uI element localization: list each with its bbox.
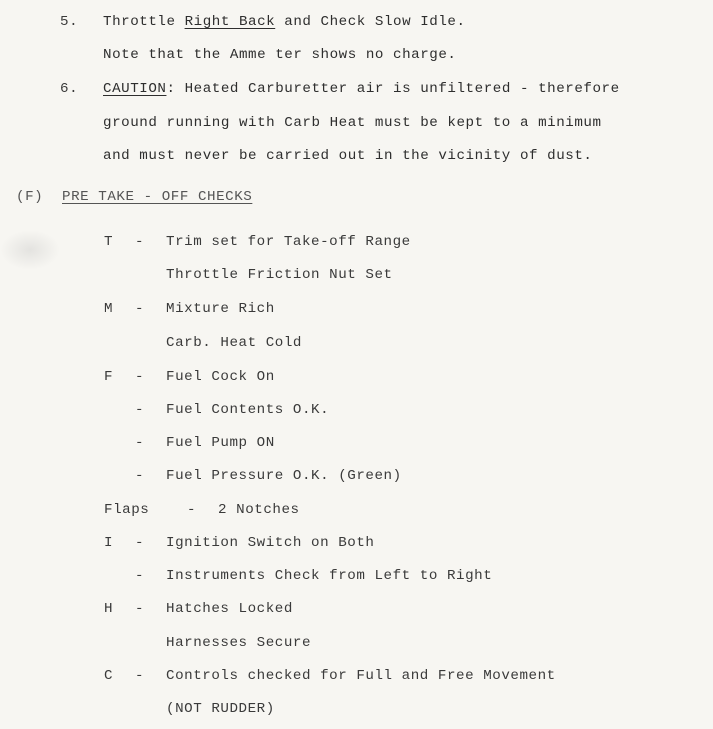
item5-line2: Note that the Amme ter shows no charge. [103,47,457,63]
checklist-letter-h: H [104,601,114,617]
item6-number: 6. [60,81,79,97]
checklist-item-text: (NOT RUDDER) [166,701,275,717]
item5-line1-post: and Check Slow Idle. [275,14,466,30]
item6-line1-post: : Heated Carburetter air is unfiltered - therefore [166,81,620,97]
checklist-dash: - [135,568,145,584]
item6-line3: and must never be carried out in the vicinity of dust. [103,148,593,164]
checklist-letter-i: I [104,535,114,551]
checklist-item-text: Fuel Cock On [166,369,275,385]
checklist-item-text: Mixture Rich [166,301,275,317]
checklist-item-text: Controls checked for Full and Free Movement [166,668,556,684]
checklist-dash: - [135,535,145,551]
checklist-letter-t: T [104,234,114,250]
checklist-dash: - [135,601,145,617]
checklist-dash: - [135,468,145,484]
checklist-item-text: Ignition Switch on Both [166,535,375,551]
checklist-item-text: Throttle Friction Nut Set [166,267,393,283]
checklist-item-text: Harnesses Secure [166,635,312,651]
checklist-dash: - [135,402,145,418]
item5-line1-underlined: Right Back [184,14,276,30]
item5-number: 5. [60,14,79,30]
flaps-value: 2 Notches [218,502,300,518]
checklist-letter-m: M [104,301,114,317]
item6-line2: ground running with Carb Heat must be kept to a minimum [103,115,602,131]
checklist-item-text: Fuel Contents O.K. [166,402,330,418]
item5-line1 [103,13,466,31]
item5-line1-pre: Throttle [103,14,185,30]
checklist-item-text: Fuel Pressure O.K. (Green) [166,468,402,484]
checklist-dash: - [135,369,145,385]
flaps-label: Flaps [104,502,150,518]
checklist-letter-c: C [104,668,114,684]
checklist-dash: - [135,234,145,250]
checklist-dash: - [135,301,145,317]
section-marker: (F) [16,189,44,205]
checklist-item-text: Trim set for Take-off Range [166,234,411,250]
section-heading: PRE TAKE - OFF CHECKS [62,189,253,205]
checklist-dash: - [135,435,145,451]
checklist-item-text: Instruments Check from Left to Right [166,568,493,584]
item6-line1 [103,80,620,98]
checklist-item-text: Carb. Heat Cold [166,335,302,351]
checklist-item-text: Fuel Pump ON [166,435,275,451]
paper-smudge [0,230,60,270]
caution-label: CAUTION [103,81,167,97]
checklist-letter-f: F [104,369,114,385]
checklist-item-text: Hatches Locked [166,601,293,617]
checklist-dash: - [135,668,145,684]
checklist-dash: - [187,502,197,518]
